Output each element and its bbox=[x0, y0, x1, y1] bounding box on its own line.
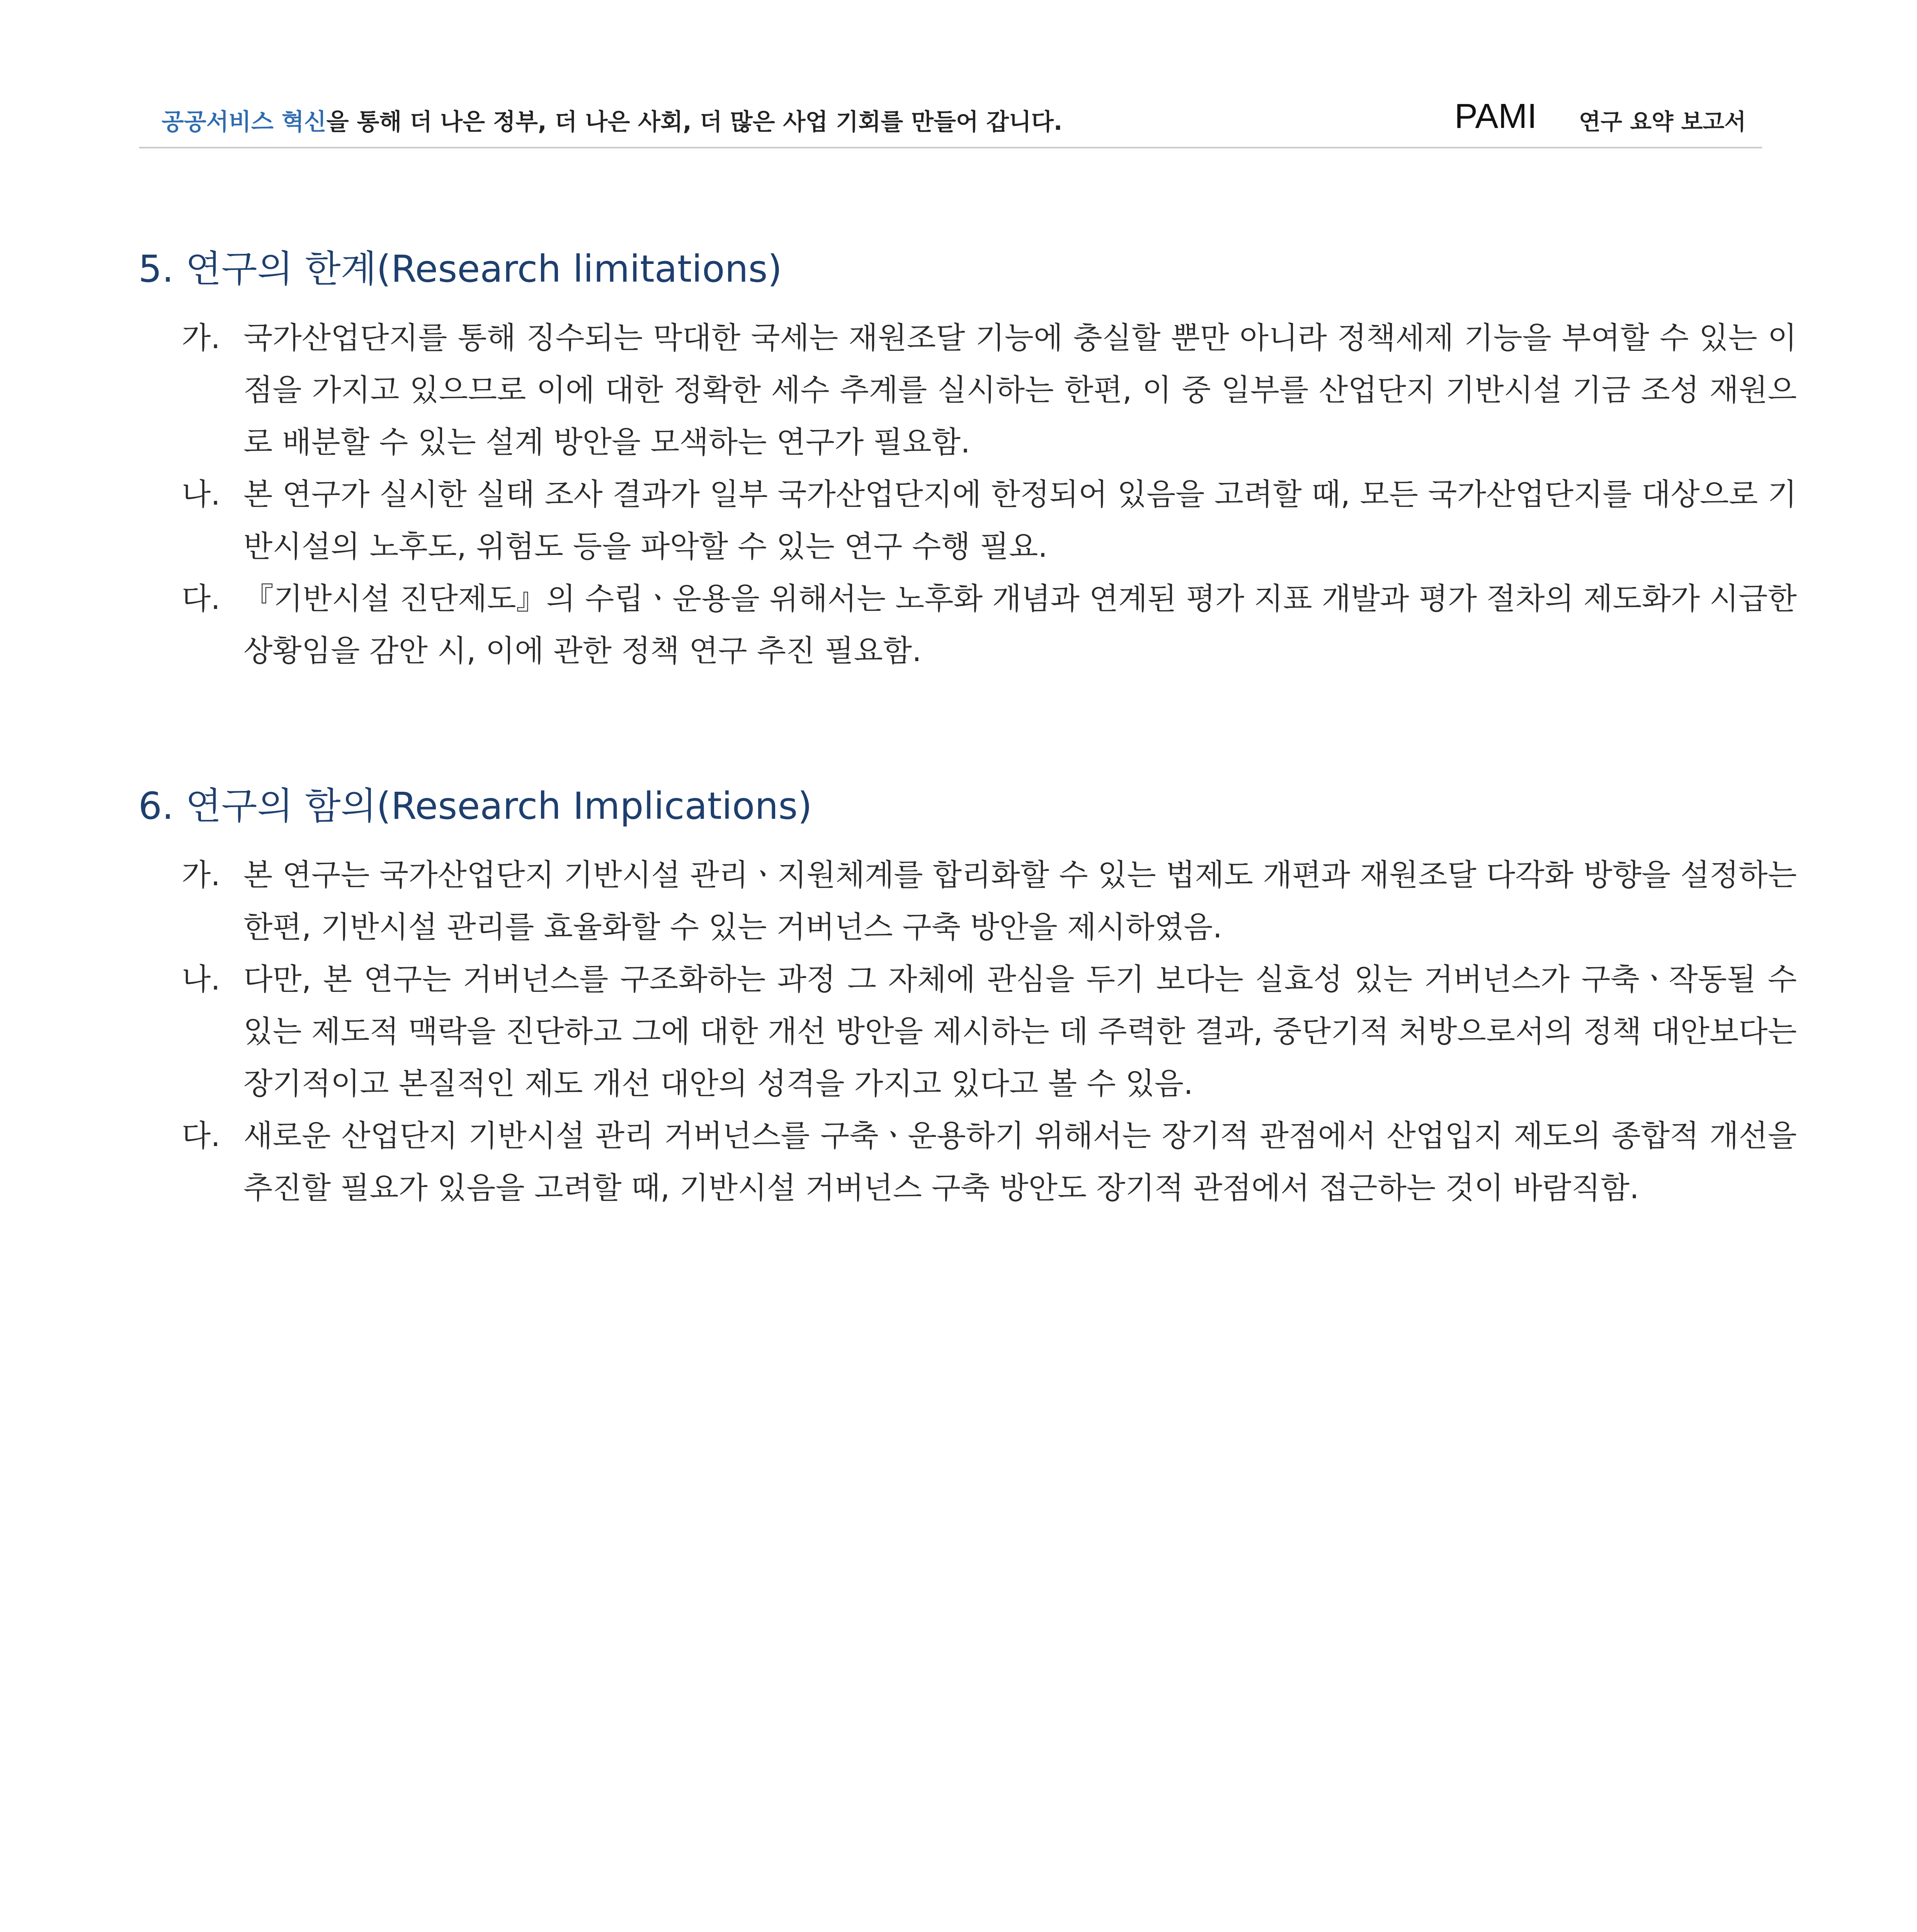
list-item bbox=[182, 954, 1797, 1110]
item-text: 다만, 본 연구는 거버넌스를 구조화하는 과정 그 자체에 관심을 두기 보다는 실효성 있는 거버넌스가 구축ㆍ작동될 수 있는 제도적 맥락을 진단하고 그에 대한 개선 방안을 제시하는 데 주력한 결과, 중단기적 처방으로서의 정책 대안보다는 장기적이고 본질적인 제도 개선 대안의 성격을 가지고 있다고 볼 수 있음. bbox=[243, 962, 1797, 1101]
item-marker: 나. bbox=[182, 962, 221, 997]
item-text: 새로운 산업단지 기반시설 관리 거버넌스를 구축ㆍ운용하기 위해서는 장기적 관점에서 산업입지 제도의 종합적 개선을 추진할 필요가 있음을 고려할 때, 기반시설 거버넌스 구축 방안도 장기적 관점에서 접근하는 것이 바람직함. bbox=[243, 1119, 1797, 1206]
header-divider bbox=[139, 147, 1762, 148]
list-item bbox=[182, 312, 1797, 469]
header-slogan bbox=[162, 104, 1398, 137]
item-marker: 나. bbox=[182, 477, 221, 512]
item-text: 본 연구는 국가산업단지 기반시설 관리ㆍ지원체계를 합리화할 수 있는 법제도 개편과 재원조달 다각화 방향을 설정하는 한편, 기반시설 관리를 효율화할 수 있는 거버넌스 구축 방안을 제시하였음. bbox=[243, 858, 1797, 945]
header-slogan-rest: 을 통해 더 나은 정부, 더 나은 사회, 더 많은 사업 기회를 만들어 갑니다. bbox=[326, 109, 1063, 136]
header-brand: PAMI bbox=[1454, 97, 1537, 136]
list-item bbox=[182, 849, 1797, 954]
item-marker: 다. bbox=[182, 1119, 221, 1153]
limitations-list bbox=[182, 312, 1797, 677]
item-text: 국가산업단지를 통해 징수되는 막대한 국세는 재원조달 기능에 충실할 뿐만 아니라 정책세제 기능을 부여할 수 있는 이점을 가지고 있으므로 이에 대한 정확한 세수 추계를 실시하는 한편, 이 중 일부를 산업단지 기반시설 기금 조성 재원으로 배분할 수 있는 설계 방안을 모색하는 연구가 필요함. bbox=[243, 321, 1797, 460]
list-item bbox=[182, 469, 1797, 573]
item-text: 『기반시설 진단제도』의 수립ㆍ운용을 위해서는 노후화 개념과 연계된 평가 지표 개발과 평가 절차의 제도화가 시급한 상황임을 감안 시, 이에 관한 정책 연구 추진 필요함. bbox=[243, 582, 1797, 668]
item-text: 본 연구가 실시한 실태 조사 결과가 일부 국가산업단지에 한정되어 있음을 고려할 때, 모든 국가산업단지를 대상으로 기반시설의 노후도, 위험도 등을 파악할 수 있는 연구 수행 필요. bbox=[243, 477, 1797, 564]
header-slogan-accent: 공공서비스 혁신 bbox=[162, 109, 327, 136]
list-item bbox=[182, 573, 1797, 677]
item-marker: 가. bbox=[182, 321, 221, 355]
header-report-type: 연구 요약 보고서 bbox=[1579, 109, 1746, 135]
list-item bbox=[182, 1110, 1797, 1214]
item-marker: 가. bbox=[182, 858, 221, 893]
section-title-implications: 6. 연구의 함의(Research Implications) bbox=[138, 784, 812, 828]
section-title-limitations: 5. 연구의 한계(Research limitations) bbox=[138, 247, 782, 291]
implications-list bbox=[182, 849, 1797, 1214]
item-marker: 다. bbox=[182, 582, 221, 616]
